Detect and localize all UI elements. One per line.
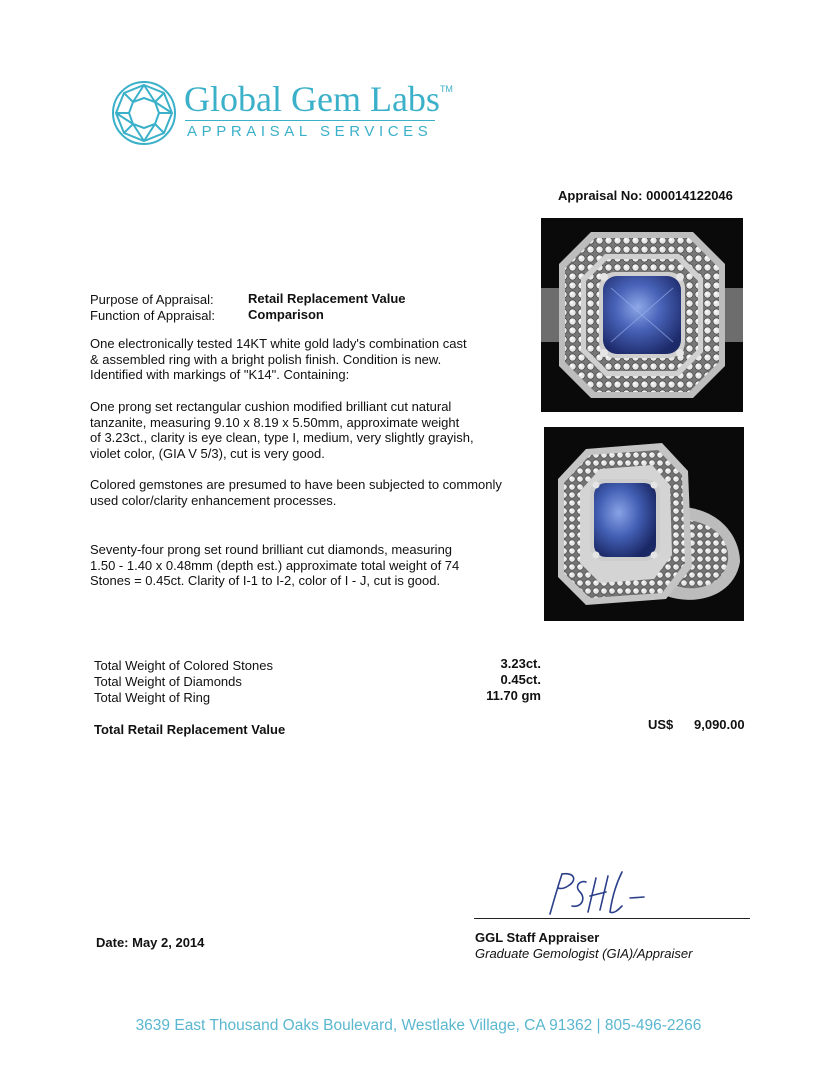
brand-divider	[185, 120, 435, 121]
tanzanite-description-line: tanzanite, measuring 9.10 x 8.19 x 5.50mm, approximate weight	[90, 414, 460, 430]
diamonds-description-line: 1.50 - 1.40 x 0.48mm (depth est.) approximate total weight of 74	[90, 557, 460, 573]
tanzanite-description-line: violet color, (GIA V 5/3), cut is very good.	[90, 445, 325, 461]
brand-name-text: Global Gem Labs	[184, 79, 440, 119]
ring-description-line: & assembled ring with a bright polish finish. Condition is new.	[90, 351, 442, 367]
ring-description	[90, 336, 530, 383]
appraiser-title: GGL Staff Appraiser	[475, 930, 600, 945]
diamonds-description-line: Seventy-four prong set round brilliant cut diamonds, measuring	[90, 542, 453, 557]
appraisal-number: Appraisal No: 000014122046	[558, 188, 733, 203]
tanzanite-description-line: One prong set rectangular cushion modified brilliant cut natural	[90, 399, 452, 414]
ring-photo-angled-view	[544, 427, 744, 621]
total-colored-label: Total Weight of Colored Stones	[94, 658, 273, 673]
total-ring-value: 11.70 gm	[486, 688, 541, 703]
brand-subtitle: APPRAISAL SERVICES	[187, 123, 433, 140]
currency: US$	[648, 717, 674, 732]
faceted-diamond-icon	[111, 80, 177, 146]
signature-line	[474, 918, 750, 919]
retail-value: 9,090.00	[694, 717, 745, 732]
appraiser-credential: Graduate Gemologist (GIA)/Appraiser	[475, 946, 693, 961]
enhancement-note	[90, 477, 530, 508]
tanzanite-description	[90, 399, 530, 461]
function-label: Function of Appraisal:	[90, 308, 216, 323]
purpose-value: Retail Replacement Value	[248, 291, 406, 306]
ring-description-line: One electronically tested 14KT white gold lady's combination cast	[90, 336, 467, 351]
total-diamonds-value: 0.45ct.	[500, 672, 541, 687]
purpose-label: Purpose of Appraisal:	[90, 292, 214, 307]
brand-name	[184, 78, 453, 120]
enhancement-note-line: used color/clarity enhancement processes.	[90, 492, 337, 508]
ring-description-line: Identified with markings of "K14". Containing:	[90, 367, 350, 382]
enhancement-note-line: Colored gemstones are presumed to have been subjected to commonly	[90, 477, 502, 492]
retail-value-label: Total Retail Replacement Value	[94, 722, 286, 737]
handwritten-signature	[540, 868, 650, 920]
ring-photo-top-view	[541, 218, 743, 412]
trademark: TM	[439, 84, 453, 94]
diamonds-description-line: Stones = 0.45ct. Clarity of I-1 to I-2, color of I - J, cut is good.	[90, 573, 441, 588]
footer-address: 3639 East Thousand Oaks Boulevard, Westlake Village, CA 91362 | 805-496-2266	[135, 1017, 702, 1034]
diamonds-description	[90, 542, 530, 589]
tanzanite-description-line: of 3.23ct., clarity is eye clean, type I, medium, very slightly grayish,	[90, 430, 474, 445]
appraisal-date: Date: May 2, 2014	[96, 935, 205, 950]
total-colored-value: 3.23ct.	[500, 656, 541, 671]
total-diamonds-label: Total Weight of Diamonds	[94, 674, 242, 689]
total-ring-label: Total Weight of Ring	[94, 690, 211, 705]
function-value: Comparison	[248, 307, 324, 322]
